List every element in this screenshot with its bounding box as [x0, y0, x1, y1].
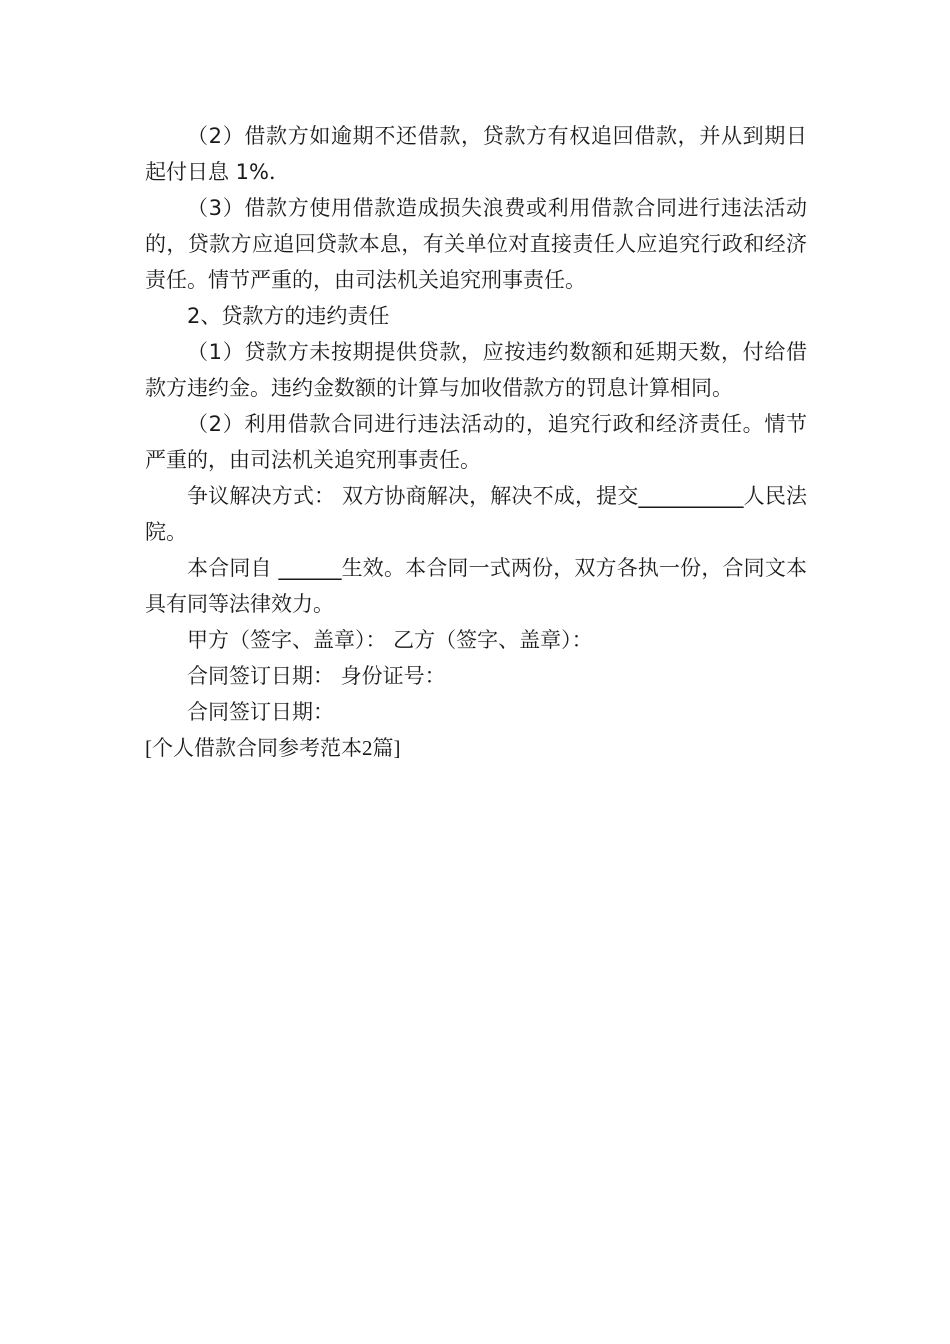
- document-title-link[interactable]: [个人借款合同参考范本2篇]: [145, 736, 401, 760]
- signing-date-id-number: 合同签订日期： 身份证号：: [187, 664, 446, 688]
- section-heading-lender-liability: 2、贷款方的违约责任: [187, 304, 390, 328]
- clause-late-disbursement: （1）贷款方未按期提供贷款，应按违约数额和延期天数，付给借款方违约金。违约金数额的计算与加收借款方的罚息计算相同。: [145, 340, 807, 400]
- clause-illegal-activity: （2）利用借款合同进行违法活动的，追究行政和经济责任。情节严重的，由司法机关追究刑事责任。: [145, 412, 807, 472]
- signature-parties: 甲方（签字、盖章）： 乙方（签字、盖章）：: [187, 628, 593, 652]
- document-body: [145, 118, 807, 766]
- clause-overdue-repayment: （2）借款方如逾期不还借款，贷款方有权追回借款，并从到期日起付日息 1%．: [145, 124, 807, 184]
- signing-date: 合同签订日期：: [187, 700, 334, 724]
- effective-clause: 本合同自 ______生效。本合同一式两份，双方各执一份，合同文本具有同等法律效力。: [145, 556, 807, 616]
- clause-misuse-of-loan: （3）借款方使用借款造成损失浪费或利用借款合同进行违法活动的，贷款方应追回贷款本息，有关单位对直接责任人应追究行政和经济责任。情节严重的，由司法机关追究刑事责任。: [145, 196, 807, 292]
- dispute-resolution: 争议解决方式： 双方协商解决，解决不成，提交__________人民法院。: [145, 484, 807, 544]
